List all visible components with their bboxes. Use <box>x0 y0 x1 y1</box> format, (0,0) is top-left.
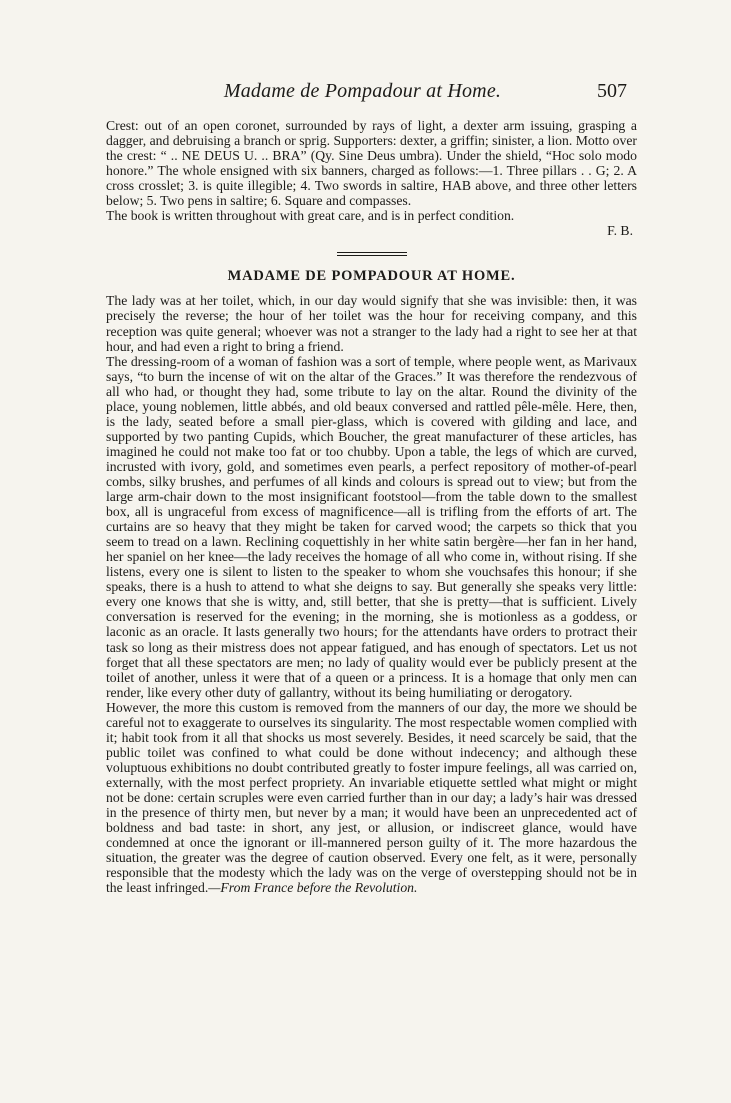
crest-paragraph: Crest: out of an open coronet, surrounded by rays of light, a dexter arm issuing, grasping a dagger, and debruising a branch or sprig. Supporters: dexter, a griffin; sinister, a lion. Motto over the crest: “ .. NE DEUS U. .. BRA” (Qy. Sine Deus umbra). Under the shield, “Hoc solo modo honore.” The whole ensigned with six banners, charged as follows:—1. Three pillars . . G; 2. A cross crosslet; 3. is quite illegible; 4. Two swords in saltire, HAB above, and three other letters below; 5. Two pens in saltire; 6. Square and compasses. <box>106 118 637 209</box>
source-citation: —From France before the Revolution. <box>208 880 418 896</box>
section-divider <box>337 252 407 256</box>
article-title: MADAME DE POMPADOUR AT HOME. <box>227 268 516 285</box>
crest-description <box>106 118 637 238</box>
article-body <box>106 293 637 895</box>
signature: F. B. <box>607 223 633 239</box>
running-head <box>108 80 627 103</box>
article-paragraph: The lady was at her toilet, which, in our day would signify that she was invisible: then, it was precisely the reverse; the hour of her toilet was the hour for receiving company, and this reception was quite general; whoever was not a stranger to the lady had a right to see her at that hour, and had even a right to bring a friend. <box>106 293 637 354</box>
running-title: Madame de Pompadour at Home. <box>223 80 502 102</box>
crest-closing: The book is written throughout with great care, and is in perfect condition. <box>106 208 515 224</box>
article-paragraph-text: However, the more this custom is removed from the manners of our day, the more we should be careful not to exaggerate to ourselves its singularity. The most respectable women complied with it; habit took from it all that shocks us most severely. Besides, it need scarcely be said, that the public toilet was confined to what could be done without indecency; and although these voluptuous exhibitions no doubt contributed greatly to foster impure feelings, all was carried on, externally, with the most perfect propriety. An invariable etiquette settled what might or might not be done: certain scruples were even carried further than in our day; a lady’s hair was dressed in the presence of thirty men, but never by a man; it would have been an unprecedented act of boldness and bad taste: in short, any jest, or allusion, or indiscreet glance, would have condemned at once the ignorant or ill-mannered person guilty of it. The more hazardous the situation, the greater was the degree of caution observed. Every one felt, as it were, personally responsible that the modesty which the lady was on the verge of overstepping should not be in the least infringed. <box>106 699 637 896</box>
page-number: 507 <box>597 80 627 102</box>
article-paragraph <box>106 700 637 896</box>
page-content <box>106 118 637 895</box>
article-paragraph: The dressing-room of a woman of fashion was a sort of temple, where people went, as Marivaux says, “to burn the incense of wit on the altar of the Graces.” It was therefore the rendezvous of all who had, or thought they had, some tribute to lay on the altar. Round the divinity of the place, young noblemen, little abbés, and old beaux conversed and rattled pêle-mêle. Here, then, is the lady, seated before a small pier-glass, which is covered with gilding and lace, and supported by two panting Cupids, which Boucher, the great manufacturer of these articles, has imagined he could not make too fat or too chubby. Upon a table, the legs of which are curved, incrusted with ivory, gold, and sometimes even pearls, a perfect repository of mother-of-pearl combs, silky brushes, and perfumes of all kinds and colours is spread out to view; but from the large arm-chair down to the most insignificant footstool—from the table down to the smallest box, all is ungraceful from excess of magnificence—all is trifling from the efforts of art. The curtains are so heavy that they might be taken for carved wood; the carpets so thick that you seem to tread on a lawn. Reclining coquettishly in her white satin bergère—her fan in her hand, her spaniel on her knee—the lady receives the homage of all who come in, without rising. If she listens, every one is silent to listen to the speaker to whom she vouchsafes this honour; if she speaks, there is a hush to attend to what she deigns to say. But generally she speaks very little: every one knows that she is witty, and, still better, that she is pretty—that is sufficient. Lively conversation is reserved for the evening; in the morning, she is motionless as a goddess, or laconic as an oracle. It lasts generally two hours; for the attendants have orders to protract their task so long as their mistress does not appear fatigued, and has enough of spectators. Let us not forget that all these spectators are men; no lady of quality would ever be publicly present at the toilet of another, unless it were that of a queen or a princess. It is a homage that only men can render, like every other duty of gallantry, without its being humiliating or derogatory. <box>106 353 637 700</box>
